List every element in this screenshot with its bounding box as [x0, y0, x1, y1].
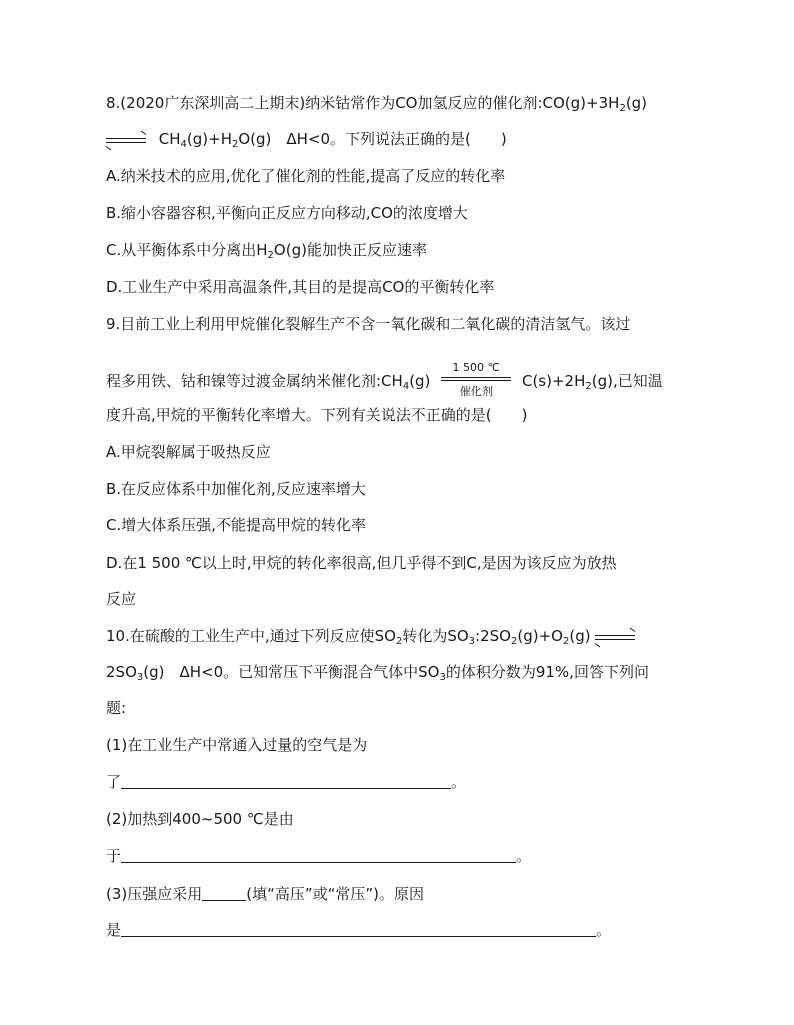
subscript: 3	[136, 672, 144, 683]
q10-text: 的体积分数为91%,回答下列问	[445, 663, 649, 681]
q10-text: (填“高压”或“常压”)。原因	[246, 885, 425, 903]
q8-text: CH	[158, 130, 181, 148]
subscript: 4	[402, 381, 410, 392]
q10-part3-answer-line	[106, 919, 611, 941]
q9-option-a: A.甲烷裂解属于吸热反应	[106, 443, 271, 461]
q10-stem-line2	[106, 661, 649, 683]
q10-text: 。	[451, 773, 467, 791]
q9-stem-line2	[106, 360, 663, 398]
q9-stem-line3: 度升高,甲烷的平衡转化率增大。下列有关说法不正确的是( )	[106, 406, 528, 424]
q9-option-c: C.增大体系压强,不能提高甲烷的转化率	[106, 516, 367, 534]
q8-text: 8.(2020广东深圳高二上期末)纳米钴常作为CO加氢反应的催化剂:CO(g)+3H	[106, 94, 620, 112]
q10-part1-question: (1)在工业生产中常通入过量的空气是为	[106, 736, 368, 754]
q8-text: O(g)能加快正反应速率	[273, 241, 427, 259]
q9-option-d-line1: D.在1 500 ℃以上时,甲烷的转化率很高,但几乎得不到C,是因为该反应为放热	[106, 554, 617, 572]
q10-text: 10.在硫酸的工业生产中,通过下列反应使SO	[106, 627, 396, 645]
q8-text: O(g) ΔH<0。下列说法正确的是( )	[238, 130, 507, 148]
q9-text: C(s)+2H	[521, 372, 586, 390]
answer-blank-2[interactable]	[121, 846, 516, 863]
q9-option-d-line2: 反应	[106, 590, 137, 608]
q8-text: C.从平衡体系中分离出H	[106, 241, 268, 259]
answer-blank-1[interactable]	[121, 772, 451, 789]
q10-text: (3)压强应采用	[106, 885, 203, 903]
q9-option-b: B.在反应体系中加催化剂,反应速率增大	[106, 480, 366, 498]
q8-option-d: D.工业生产中采用高温条件,其目的是提高CO的平衡转化率	[106, 278, 495, 296]
subscript: 2	[510, 636, 518, 647]
subscript: 2	[395, 636, 403, 647]
subscript: 2	[585, 381, 592, 392]
q8-stem-line1	[106, 92, 647, 114]
q10-part2-question: (2)加热到400~500 ℃是由	[106, 810, 294, 828]
reaction-condition-arrow	[441, 360, 511, 398]
answer-blank-3[interactable]	[202, 884, 246, 901]
q10-stem-line1	[106, 625, 635, 647]
q10-text: 是	[106, 921, 122, 939]
q8-option-c	[106, 239, 427, 261]
q10-text: (g)	[569, 627, 591, 645]
q10-stem-line3: 题:	[106, 699, 127, 717]
q8-option-a: A.纳米技术的应用,优化了催化剂的性能,提高了反应的转化率	[106, 167, 506, 185]
q10-text: 2SO	[106, 663, 137, 681]
q10-part2-answer-line	[106, 845, 531, 867]
equilibrium-arrow-icon	[106, 135, 146, 145]
q8-option-b: B.缩小容器容积,平衡向正反应方向移动,CO的浓度增大	[106, 204, 468, 222]
q10-text: 于	[106, 847, 122, 865]
q10-text: 转化为SO	[402, 627, 469, 645]
q9-stem-line1: 9.目前工业上利用甲烷催化裂解生产不含一氧化碳和二氧化碳的清洁氢气。该过	[106, 315, 631, 333]
condition-catalyst: 催化剂	[459, 384, 493, 398]
q10-part3-question	[106, 883, 424, 905]
q10-text: (g)+O	[517, 627, 563, 645]
q9-text: 程多用铁、钴和镍等过渡金属纳米催化剂:CH	[106, 372, 403, 390]
condition-temperature: 1 500 ℃	[452, 360, 500, 374]
q8-text: (g)	[625, 94, 648, 112]
q8-text: (g)+H	[186, 130, 232, 148]
subscript: 2	[232, 139, 239, 150]
subscript: 2	[562, 636, 570, 647]
q10-text: 了	[106, 773, 122, 791]
q8-stem-line2	[106, 128, 507, 150]
q10-text: 。	[516, 847, 532, 865]
q10-part1-answer-line	[106, 771, 466, 793]
equilibrium-arrow-icon	[595, 632, 635, 642]
q9-text: (g)	[409, 372, 431, 390]
subscript: 3	[468, 636, 476, 647]
subscript: 4	[180, 139, 187, 150]
q10-text: :2SO	[475, 627, 511, 645]
q9-text: (g),已知温	[591, 372, 663, 390]
q10-text: 。	[596, 921, 612, 939]
subscript: 2	[267, 250, 274, 261]
q10-text: (g) ΔH<0。已知常压下平衡混合气体中SO	[143, 663, 440, 681]
subscript: 3	[439, 672, 446, 683]
answer-blank-4[interactable]	[121, 920, 596, 937]
subscript: 2	[619, 103, 626, 114]
